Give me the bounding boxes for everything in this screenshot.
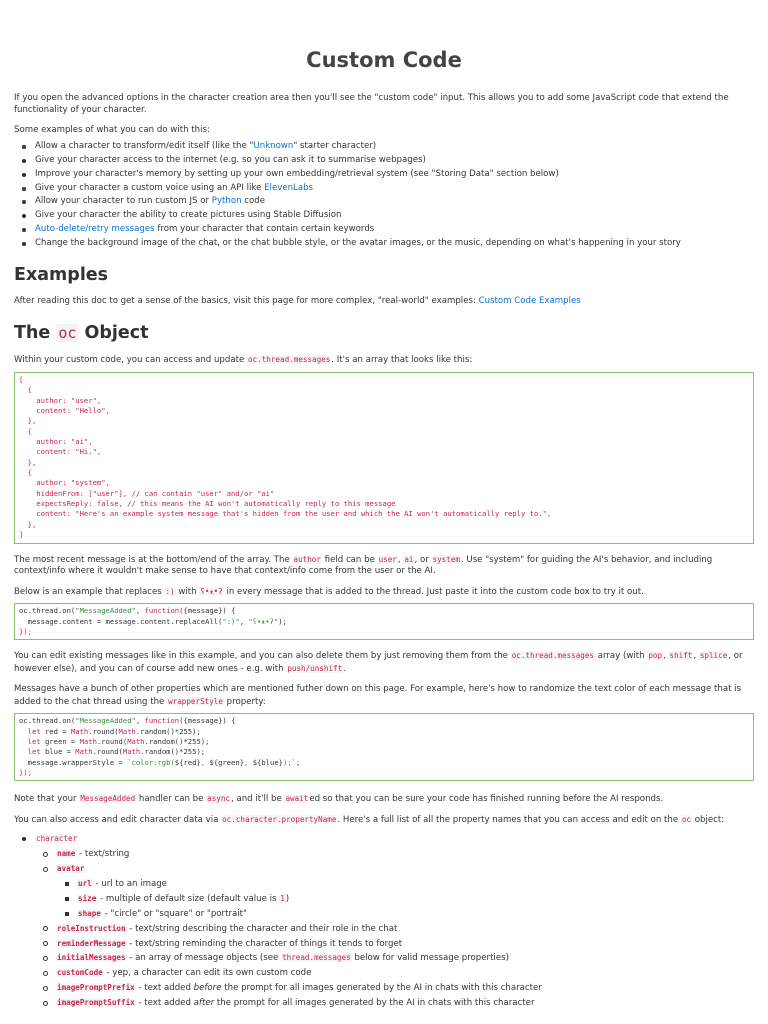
messages-array-code-block xyxy=(14,372,754,544)
paragraph-text: You can edit existing messages like in this example, and you can also delete them by just removing them from the xyxy=(14,651,511,662)
inline-code: author xyxy=(293,554,321,564)
code-line: expectsReply: false, // this means the AI won't automatically reply to this message xyxy=(19,499,396,509)
inline-code: thread.messages xyxy=(282,953,351,963)
inline-code: 1 xyxy=(280,893,285,903)
oc-intro-paragraph xyxy=(14,354,754,366)
list-item-text: " starter character) xyxy=(293,140,377,151)
property-desc: below for valid message properties) xyxy=(351,953,509,964)
examples-heading: Examples xyxy=(14,265,109,286)
code-line: { xyxy=(19,468,32,478)
property-code: character xyxy=(36,834,78,844)
code-line: hiddenFrom: ["user"], // can contain "user" and/or "ai" xyxy=(19,488,275,498)
paragraph-text: . Here's a full list of all the property names that you can access and edit on the xyxy=(337,814,681,825)
list-item xyxy=(35,847,754,862)
author-paragraph xyxy=(14,554,754,578)
inline-code: oc.thread.messages xyxy=(248,354,331,364)
list-item xyxy=(56,907,754,922)
list-item-text: code xyxy=(241,196,266,207)
property-desc: - text/string describing the character and their role in the chat xyxy=(126,923,398,934)
property-code: imagePromptSuffix xyxy=(57,998,135,1008)
emphasis-text: before xyxy=(193,983,222,994)
list-item xyxy=(35,922,754,937)
inline-code: user xyxy=(378,554,397,564)
list-item: Give your character the ability to create pictures using Stable Diffusion xyxy=(14,209,754,223)
inline-code: await xyxy=(285,794,309,804)
paragraph-text: property: xyxy=(223,696,266,707)
list-item xyxy=(35,996,754,1011)
paragraph-text: in every message that is added to the thread. Just paste it into the custom code box to try it out. xyxy=(223,586,644,597)
code-line: content: "Here's an example system message that's hidden from the user and which the AI won't automatically reply to.", xyxy=(19,509,552,519)
property-code: initialMessages xyxy=(57,953,126,963)
examples-paragraph xyxy=(14,295,754,307)
inline-code: oc xyxy=(681,814,691,824)
list-item xyxy=(14,140,754,154)
paragraph-text: You can also access and edit character data via xyxy=(14,814,222,825)
property-desc: - text/string reminding the character of things it tends to forget xyxy=(126,938,403,949)
property-list xyxy=(14,832,754,847)
list-item: Give your character access to the internet (e.g. so you can ask it to summarise webpages) xyxy=(14,154,754,168)
list-item xyxy=(35,966,754,981)
inline-code: shift xyxy=(669,651,693,661)
python-link[interactable]: Python xyxy=(211,196,242,207)
heading-text: Object xyxy=(78,322,149,343)
property-desc: - url to an image xyxy=(92,878,167,889)
character-property-list-2 xyxy=(35,922,754,1011)
paragraph-text: Below is an example that replaces xyxy=(14,586,165,597)
code-line: }, xyxy=(19,457,37,467)
inline-code: system xyxy=(432,554,460,564)
random-color-code-block: oc.thread.on("MessageAdded", function({message}) { let red = Math.round(Math.random()*255); let green = Math.round(Math.random()*255); let blue = Math.round(Math.random()*255); message.wrapperStyle = `color:rgb(${red}, ${green}, ${blue});`; }); xyxy=(14,713,754,781)
inline-code: ʕ•ᴥ•ʔ xyxy=(200,586,223,596)
code-line: { xyxy=(19,385,32,395)
property-desc: - multiple of default size (default value is xyxy=(97,893,280,904)
intro-paragraph-2: Some examples of what you can do with this: xyxy=(14,125,210,136)
list-item xyxy=(14,832,754,847)
paragraph-text: , and it'll be xyxy=(231,794,285,805)
list-item xyxy=(14,223,754,237)
list-item xyxy=(56,877,754,892)
paragraph-text: . It's an array that looks like this: xyxy=(331,354,473,365)
capabilities-list xyxy=(14,140,754,251)
property-code: name xyxy=(57,849,76,859)
code-line: content: "Hello", xyxy=(19,406,110,416)
paragraph-text: object: xyxy=(692,814,725,825)
inline-code: wrapperStyle xyxy=(168,696,223,706)
code-line: ] xyxy=(19,530,24,540)
property-desc: the prompt for all images generated by the AI in chats with this character xyxy=(221,983,542,994)
list-item: Improve your character's memory by setting up your own embedding/retrieval system (see "Storing Data" section below) xyxy=(14,168,754,182)
list-item xyxy=(14,195,754,209)
property-code: url xyxy=(78,878,92,888)
edit-messages-paragraph xyxy=(14,650,754,675)
paragraph-text: , xyxy=(397,554,404,565)
inline-code: MessageAdded xyxy=(80,794,136,804)
paragraph-text: ed so that you can be sure your code has finished running before the AI responds. xyxy=(309,794,664,805)
paragraph-text: array (with xyxy=(595,651,648,662)
list-item-text: Give your character a custom voice using an API like xyxy=(35,182,265,193)
paragraph-text: , or xyxy=(414,554,432,565)
list-item-text: Allow your character to run custom JS or xyxy=(35,196,212,207)
list-item xyxy=(35,981,754,996)
code-line: author: "ai", xyxy=(19,437,93,447)
property-code: reminderMessage xyxy=(57,938,126,948)
property-desc: - an array of message objects (see xyxy=(126,953,282,964)
paragraph-text: . Use "system" for guiding the AI's behavior, and including context/info where it wouldn't make sense to have that context/info come from the user or the AI. xyxy=(14,554,713,577)
list-item-text: Allow a character to transform/edit itself (like the " xyxy=(35,140,254,151)
auto-delete-link[interactable]: Auto-delete/retry messages xyxy=(35,224,155,235)
paragraph-text: Messages have a bunch of other properties which are mentioned futher down on this page. For example, here's how to randomize the text color of each message that is added to the chat thread using the xyxy=(14,683,742,707)
property-desc: - text added xyxy=(135,998,194,1009)
paragraph-text: Note that your xyxy=(14,794,80,805)
list-item: Change the background image of the chat, or the chat bubble style, or the avatar images, or the music, depending on what's happening in your story xyxy=(14,237,754,251)
code-line: [ xyxy=(19,375,24,385)
replace-example-paragraph xyxy=(14,586,754,598)
paragraph-text: The most recent message is at the bottom/end of the array. The xyxy=(14,554,293,565)
inline-code: oc.thread.messages xyxy=(511,651,594,661)
oc-code: oc xyxy=(58,323,77,342)
paragraph-text: , or however else), and you can of course add new ones - e.g. with xyxy=(14,651,743,675)
paragraph-text: , xyxy=(663,651,669,662)
paragraph-text: Within your custom code, you can access and update xyxy=(14,354,247,365)
list-item xyxy=(35,951,754,966)
paragraph-text: field can be xyxy=(321,554,378,565)
paragraph-text: , xyxy=(693,651,699,662)
character-data-paragraph xyxy=(14,814,754,826)
elevenlabs-link[interactable]: ElevenLabs xyxy=(264,182,314,193)
property-code: shape xyxy=(78,908,101,918)
paragraph-text: with xyxy=(175,586,200,597)
inline-code: oc.character.propertyName xyxy=(222,814,337,824)
property-desc: - "circle" or "square" or "portrait" xyxy=(101,908,247,919)
custom-code-examples-link[interactable]: Custom Code Examples xyxy=(478,296,581,307)
code-line: content: "Hi.", xyxy=(19,447,102,457)
property-desc: ) xyxy=(285,893,290,904)
code-line: }, xyxy=(19,416,37,426)
intro-paragraph: If you open the advanced options in the character creation area then you'll see the "custom code" input. This allows you to add some JavaScript code that extend the functionality of your character. xyxy=(14,93,729,115)
async-paragraph xyxy=(14,793,754,805)
inline-code: :) xyxy=(165,586,175,596)
property-desc: - yep, a character can edit its own custom code xyxy=(103,968,312,979)
inline-code: push/unshift xyxy=(287,664,343,674)
property-code: customCode xyxy=(57,968,103,978)
property-code: roleInstruction xyxy=(57,923,126,933)
heading-text: The xyxy=(14,322,57,343)
code-line: { xyxy=(19,426,32,436)
inline-code: async xyxy=(207,794,230,804)
paragraph-text: After reading this doc to get a sense of the basics, visit this page for more complex, "real-world" examples: xyxy=(14,296,479,307)
code-line: author: "user", xyxy=(19,395,102,405)
list-item xyxy=(56,892,754,907)
property-code: imagePromptPrefix xyxy=(57,983,135,993)
list-item xyxy=(35,937,754,952)
property-desc: the prompt for all images generated by the AI in chats with this character xyxy=(214,998,535,1009)
property-code: size xyxy=(78,893,97,903)
list-item xyxy=(14,182,754,196)
property-code: avatar xyxy=(57,864,85,873)
inline-code: pop xyxy=(648,651,663,661)
unknown-link[interactable]: Unknown xyxy=(253,140,294,151)
inline-code: splice xyxy=(699,651,728,661)
code-line: }, xyxy=(19,519,37,529)
oc-object-heading xyxy=(14,322,754,344)
inline-code: ai xyxy=(404,554,414,564)
character-property-list xyxy=(35,847,754,877)
wrapper-style-paragraph xyxy=(14,684,754,708)
paragraph-text: handler can be xyxy=(136,794,207,805)
list-item-text: from your character that contain certain keywords xyxy=(154,224,375,235)
property-desc: - text added xyxy=(135,983,194,994)
page-title: Custom Code xyxy=(306,48,462,72)
paragraph-text: . xyxy=(343,664,346,675)
replace-code-block: oc.thread.on("MessageAdded", function({message}) { message.content = message.content.replaceAll(":)", "ʕ•ᴥ•ʔ"); }); xyxy=(14,603,754,640)
list-item xyxy=(35,862,754,877)
emphasis-text: after xyxy=(193,998,215,1009)
code-line: author: "system", xyxy=(19,478,110,488)
avatar-property-list xyxy=(56,877,754,922)
property-desc: - text/string xyxy=(76,849,130,860)
